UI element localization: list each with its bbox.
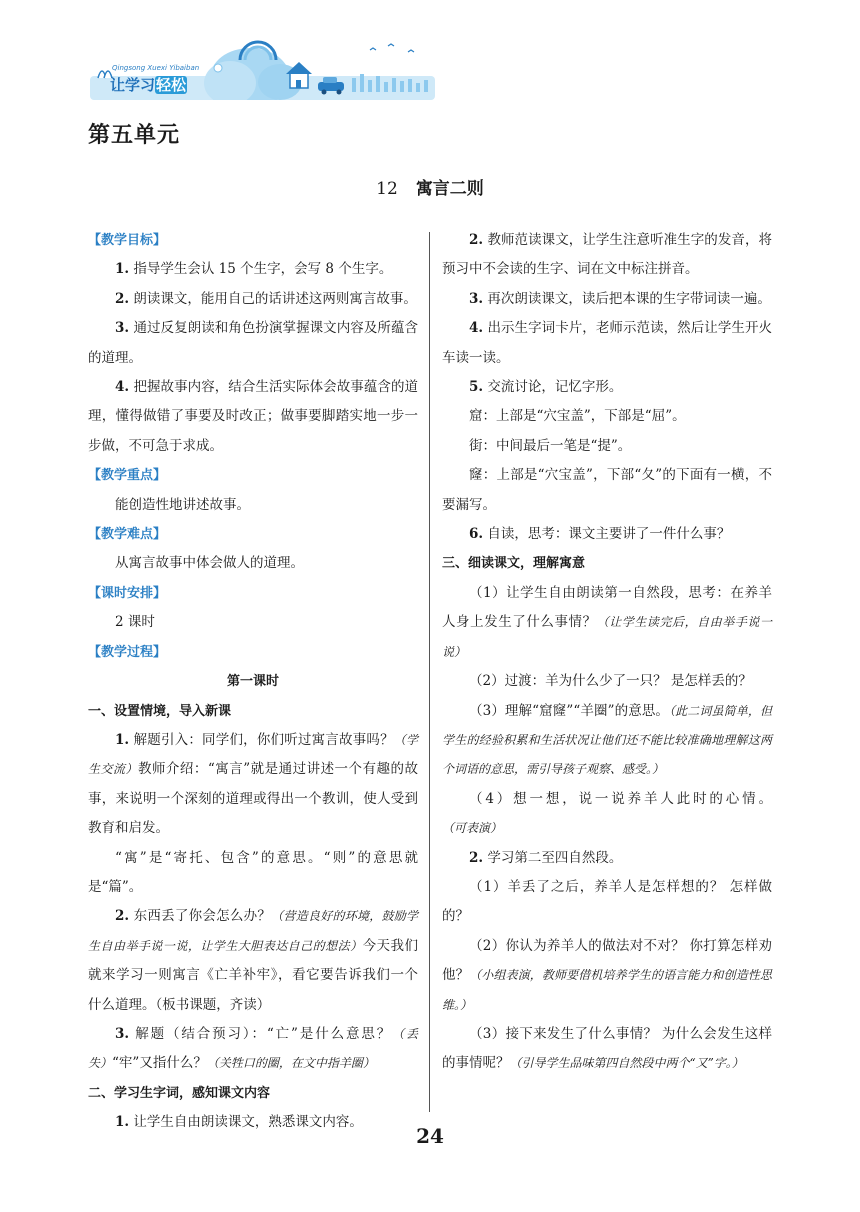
paragraph-text: 出示生字词卡片，老师示范读，然后让学生开火车读一读。 [442, 320, 772, 366]
paragraph-text: 学习第二至四自然段。 [483, 849, 623, 866]
page-number: 24 [416, 1124, 444, 1148]
paragraph-text: 教师介绍：“寓言”就是通过讲述一个有趣的故事，来说明一个深刻的道理或得出一个教训，使人受到教育和启发。 [88, 761, 418, 837]
paragraph-text: 教师范读课文，让学生注意听准生字的发音，将预习中不会读的生字、词在文中标注拼音。 [442, 232, 772, 278]
teaching-note: （让学生读完后，自由举手说一说） [442, 615, 772, 659]
section-heading: 【课时安排】 [88, 585, 167, 601]
paragraph [88, 491, 418, 520]
paragraph [88, 608, 418, 637]
teaching-note: （可表演） [442, 821, 503, 836]
section-heading: 【教学难点】 [88, 527, 167, 543]
step-heading: 二、学习生字词，感知课文内容 [88, 1085, 271, 1101]
teaching-note: （关牲口的圈，在文中指羊圈） [206, 1056, 375, 1071]
column-divider [429, 232, 430, 1112]
brand-title-a: 让学习 [110, 76, 156, 94]
item-number: 4. [469, 320, 484, 337]
item-number: 2. [115, 290, 130, 307]
paragraph-text: 交流讨论，记忆字形。 [483, 379, 623, 396]
paragraph [442, 373, 772, 402]
item-number: 4. [115, 379, 130, 396]
paragraph-text: 窟：上部是“穴宝盖”，下部是“屈”。 [469, 408, 686, 425]
paragraph [442, 226, 772, 285]
item-number: 2. [469, 232, 484, 248]
paragraph-text: “寓”是“寄托、包含”的意思。“则”的意思就是“篇”。 [88, 849, 418, 895]
paragraph-text: （4）想一想，说一说养羊人此时的心情。 [469, 790, 772, 807]
paragraph [442, 314, 772, 373]
paragraph [442, 579, 772, 667]
paragraph-text: 街：中间最后一笔是“提”。 [469, 437, 632, 454]
paragraph-text: 东西丢了你会怎么办？ [129, 908, 272, 925]
paragraph [442, 697, 772, 785]
paragraph-text: 解题（结合预习）：“亡”是什么意思？ [129, 1025, 393, 1042]
lesson-period-heading: 第一课时 [226, 674, 279, 690]
paragraph [442, 461, 772, 520]
paragraph [88, 902, 418, 1020]
paragraph [442, 667, 772, 696]
paragraph [442, 844, 772, 873]
paragraph-text: 2 课时 [115, 614, 155, 631]
paragraph-text: 通过反复朗读和角色扮演掌握课文内容及所蕴含的道理。 [88, 320, 418, 366]
section-heading: 【教学目标】 [88, 233, 167, 248]
brand-title [110, 74, 187, 95]
item-number: 1. [115, 731, 130, 748]
teaching-note: （营造良好的环境，鼓励学生自由举手说一说，让学生大胆表达自己的想法） [88, 909, 418, 953]
paragraph [442, 873, 772, 932]
paragraph-text: 把握故事内容，结合生活实际体会故事蕴含的道理，懂得做错了事要及时改正；做事要脚踏实地一步一步做，不可急于求成。 [88, 379, 418, 454]
lesson-title [0, 174, 860, 199]
paragraph [442, 432, 772, 461]
item-number: 2. [469, 849, 484, 866]
paragraph-text: 解题引入：同学们，你们听过寓言故事吗？ [129, 731, 394, 748]
section-heading: 【教学重点】 [88, 468, 167, 484]
paragraph-text: （1）羊丢了之后，养羊人是怎样想的？ 怎样做的？ [442, 878, 772, 925]
paragraph [442, 520, 772, 549]
paragraph [442, 932, 772, 1020]
paragraph [88, 549, 418, 578]
lesson-number: 12 [376, 179, 398, 199]
step-heading: 一、设置情境，导入新课 [88, 703, 232, 719]
teaching-note: （引导学生品味第四自然段中两个“又”字。） [509, 1056, 744, 1071]
paragraph [88, 1020, 418, 1079]
unit-title: 第五单元 [88, 123, 181, 148]
paragraph [88, 373, 418, 461]
step-heading: 三、细读课文，理解寓意 [442, 556, 586, 572]
item-number: 1. [115, 261, 130, 278]
paragraph-text: （2）你认为养羊人的做法对不对？ 你打算怎样劝他？ [442, 937, 772, 984]
paragraph [88, 314, 418, 373]
item-number: 3. [115, 320, 130, 337]
paragraph-text: （2）过渡：羊为什么少了一只？ 是怎样丢的？ [469, 673, 752, 690]
paragraph [442, 402, 772, 431]
paragraph-text: 指导学生会认 15 个生字，会写 8 个生字。 [129, 261, 393, 278]
item-number: 2. [115, 908, 130, 925]
paragraph-text: （3）接下来发生了什么事情？ 为什么会发生这样的事情呢？ [442, 1025, 772, 1072]
left-column [88, 226, 418, 1138]
paragraph-text: 再次朗读课文，读后把本课的生字带词读一遍。 [483, 290, 771, 307]
paragraph-text: 窿：上部是“穴宝盖”，下部“夂”的下面有一横，不要漏写。 [442, 467, 772, 513]
lesson-name: 寓言二则 [415, 179, 484, 199]
section-heading: 【教学过程】 [88, 644, 167, 660]
brand-title-b: 轻松 [156, 76, 187, 94]
paragraph [442, 785, 772, 844]
paragraph [88, 285, 418, 314]
paragraph [442, 1020, 772, 1079]
paragraph-text: 自读，思考：课文主要讲了一件什么事？ [483, 526, 731, 543]
brand-subtitle: Qingsong Xuexi Yibaiban [112, 64, 200, 72]
item-number: 3. [115, 1025, 130, 1042]
paragraph [88, 844, 418, 903]
paragraph-text: （3）理解“窟窿”“羊圈”的意思。 [469, 702, 670, 719]
paragraph [442, 285, 772, 314]
paragraph-text: “牢”又指什么？ [112, 1055, 207, 1072]
item-number: 1. [115, 1114, 130, 1131]
item-number: 3. [469, 290, 484, 307]
teaching-note: （丢失） [88, 1026, 418, 1071]
teaching-note: （此二词虽简单，但学生的经验积累和生活状况让他们还不能比较准确地理解这两个词语的意思，需引导孩子观察、感受。） [442, 703, 772, 777]
paragraph-text: 朗读课文，能用自己的话讲述这两则寓言故事。 [129, 290, 417, 307]
paragraph-text: 今天我们就来学习一则寓言《亡羊补牢》，看它要告诉我们一个什么道理。（板书课题，齐读） [88, 937, 419, 1013]
teaching-note: （小组表演，教师要借机培养学生的语言能力和创造性思维。） [442, 968, 772, 1012]
paragraph-text: （1）让学生自由朗读第一自然段，思考：在养羊人身上发生了什么事情？ [442, 584, 772, 631]
paragraph [88, 726, 418, 844]
item-number: 5. [469, 379, 484, 396]
paragraph-text: 让学生自由朗读课文，熟悉课文内容。 [129, 1114, 363, 1131]
right-column [442, 226, 772, 1079]
brand-logo [92, 64, 212, 98]
item-number: 6. [469, 526, 484, 543]
teaching-note: （学生交流） [88, 732, 418, 777]
paragraph-text: 从寓言故事中体会做人的道理。 [115, 555, 304, 572]
paragraph-text: 能创造性地讲述故事。 [115, 496, 250, 513]
paragraph [88, 255, 418, 284]
